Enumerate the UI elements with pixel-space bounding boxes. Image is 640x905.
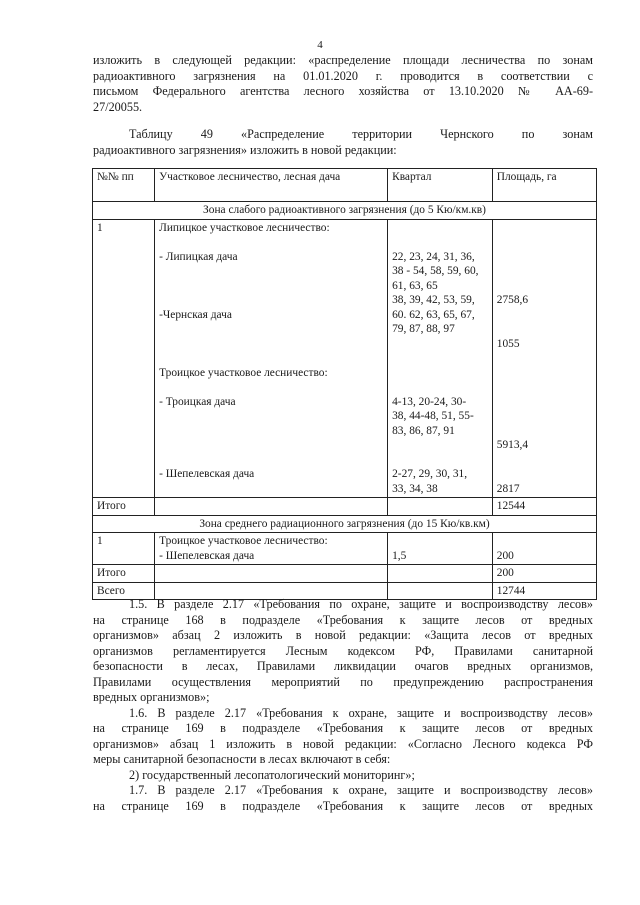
area-cell — [492, 533, 596, 565]
radiation-zones-table — [92, 168, 597, 600]
cell-line — [497, 534, 592, 549]
cell-line: Троицкое участковое лесничество: — [159, 366, 328, 379]
text-line: на странице 169 в подразделе «Требования к защите лесов от вредных — [93, 721, 593, 735]
cell-line — [159, 279, 383, 294]
forestry-cell — [155, 219, 388, 498]
row-number: 1 — [93, 219, 155, 498]
quarter-cell — [388, 219, 493, 498]
cell-line — [497, 235, 592, 250]
cell-line — [497, 279, 592, 294]
cell-line: 1,5 — [392, 549, 407, 562]
cell-line — [497, 366, 592, 381]
cell-line: 60. 62, 63, 65, 67, — [392, 308, 475, 321]
cell-line — [392, 351, 488, 366]
cell-line — [497, 351, 592, 366]
subtotal-label: Итого — [93, 498, 155, 516]
text-line: организмов» абзац 1 изложить в новой редакции: «Согласно Лесного кодекса РФ — [93, 736, 593, 751]
page-number: 4 — [317, 39, 323, 51]
text-line: радиоактивного загрязнения» изложить в новой редакции: — [93, 142, 397, 157]
cell-line: - Шепелевская дача — [159, 549, 255, 562]
cell-line — [159, 438, 383, 453]
cell-line — [497, 467, 592, 482]
text-line: безопасности в лесах, Правилами ликвидации очагов вредных организмов, — [93, 659, 593, 673]
amendments-text — [93, 597, 593, 814]
intro-paragraph — [93, 53, 593, 115]
cell-line — [392, 221, 488, 236]
cell-line — [392, 380, 488, 395]
col-header-number: №№ пп — [93, 169, 155, 202]
subtotal-label: Итого — [93, 565, 155, 583]
cell-line — [497, 308, 592, 323]
cell-line: 2-27, 29, 30, 31, — [392, 468, 468, 480]
text-line: Таблицу 49 «Распределение территории Чернского по зонам — [129, 127, 593, 141]
cell-line — [159, 322, 383, 337]
cell-line — [497, 264, 592, 279]
text-line: организмов регламентируется Лесным кодексом РФ, Правилами санитарной — [93, 643, 593, 658]
cell-line — [159, 482, 383, 497]
cell-line: Липицкое участковое лесничество: — [159, 221, 330, 234]
cell-line: - Липицкая дача — [159, 250, 238, 263]
cell-line — [159, 293, 383, 308]
cell-line: 4-13, 20-24, 30- — [392, 395, 467, 408]
cell-line: 83, 86, 87, 91 — [392, 424, 455, 437]
subtotal-row — [93, 498, 597, 516]
cell-line: 38, 39, 42, 53, 59, — [392, 294, 475, 306]
col-header-quarter: Квартал — [388, 169, 493, 202]
cell-line — [159, 409, 383, 424]
zone-title-row — [93, 515, 597, 533]
cell-line — [392, 438, 488, 453]
row-number: 1 — [93, 533, 155, 565]
text-line: 27/20055. — [93, 99, 143, 114]
cell-line — [497, 380, 592, 395]
cell-line — [497, 453, 592, 468]
cell-line — [159, 337, 383, 352]
area-cell — [492, 219, 596, 498]
text-line: на странице 168 в подразделе «Требования к защите лесов от вредных — [93, 612, 593, 627]
text-line: радиоактивного загрязнения на 01.01.2020 г. проводится в соответствии с — [93, 68, 593, 83]
cell-line — [159, 235, 383, 250]
zone-weak-title: Зона слабого радиоактивного загрязнения (до 5 Кю/км.кв) — [93, 202, 597, 220]
table-header-row — [93, 169, 597, 202]
cell-line — [497, 322, 592, 337]
cell-line — [159, 351, 383, 366]
cell-line — [497, 221, 592, 236]
cell-line: 33, 34, 38 — [392, 482, 438, 495]
grand-total-label: Всего — [93, 582, 155, 600]
cell-line: 200 — [496, 549, 514, 562]
table-row — [93, 533, 597, 565]
subtotal-row — [93, 565, 597, 583]
zone-medium-title: Зона среднего радиационного загрязнения (до 15 Кю/кв.км) — [93, 515, 597, 533]
cell-line — [497, 395, 592, 410]
cell-line — [392, 453, 488, 468]
cell-line — [159, 264, 383, 279]
cell-line: - Шепелевская дача — [159, 468, 255, 480]
cell-line — [392, 534, 488, 549]
cell-line: 1055 — [496, 337, 520, 350]
grand-total-value: 12744 — [492, 582, 596, 600]
text-line: 1.5. В разделе 2.17 «Требования по охране, защите и воспроизводству лесов» — [129, 597, 593, 611]
cell-line: Троицкое участковое лесничество: — [159, 535, 328, 547]
cell-line — [159, 380, 383, 395]
cell-line — [159, 453, 383, 468]
cell-line — [497, 409, 592, 424]
cell-line — [392, 337, 488, 352]
col-header-area: Площадь, га — [492, 169, 596, 202]
forestry-cell — [155, 533, 388, 565]
text-line: 1.6. В разделе 2.17 «Требования к охране, защите и воспроизводству лесов» — [129, 705, 593, 720]
subtotal-value: 12544 — [492, 498, 596, 516]
table-row — [93, 219, 597, 498]
cell-line — [497, 424, 592, 439]
zone-title-row — [93, 202, 597, 220]
text-line: 1.7. В разделе 2.17 «Требования к охране, защите и воспроизводству лесов» — [129, 783, 593, 797]
text-line: изложить в следующей редакции: «распределение площади лесничества по зонам — [93, 53, 593, 67]
cell-line: - Троицкая дача — [159, 395, 236, 408]
cell-line: 22, 23, 24, 31, 36, — [392, 250, 475, 263]
text-line: письмом Федерального агентства лесного хозяйства от 13.10.2020 № АА-69- — [93, 84, 593, 98]
text-line: организмов» абзац 2 изложить в новой редакции: «Защита лесов от вредных — [93, 628, 593, 642]
cell-line: -Чернская дача — [159, 308, 232, 321]
subtotal-value: 200 — [492, 565, 596, 583]
cell-line: 5913,4 — [496, 439, 529, 451]
cell-line — [497, 250, 592, 265]
col-header-forestry: Участковое лесничество, лесная дача — [155, 169, 388, 202]
cell-line: 61, 63, 65 — [392, 279, 438, 292]
cell-line: 79, 87, 88, 97 — [392, 323, 455, 335]
text-line: Правилами осуществления мероприятий по предупреждению распространения — [93, 674, 593, 689]
text-line: вредных организмов»; — [93, 690, 210, 704]
cell-line: 2817 — [496, 482, 520, 495]
cell-line — [159, 424, 383, 439]
cell-line: 2758,6 — [496, 294, 529, 306]
text-line: 2) государственный лесопатологический мониторинг»; — [129, 767, 415, 782]
text-line: меры санитарной безопасности в лесах включают в себя: — [93, 752, 391, 766]
cell-line: 38, 44-48, 51, 55- — [392, 410, 474, 422]
cell-line — [392, 235, 488, 250]
text-line: на странице 169 в подразделе «Требования к защите лесов от вредных — [93, 798, 593, 813]
cell-line: 38 - 54, 58, 59, 60, — [392, 265, 479, 277]
cell-line — [392, 366, 488, 381]
quarter-cell — [388, 533, 493, 565]
table-intro-paragraph — [93, 127, 593, 158]
